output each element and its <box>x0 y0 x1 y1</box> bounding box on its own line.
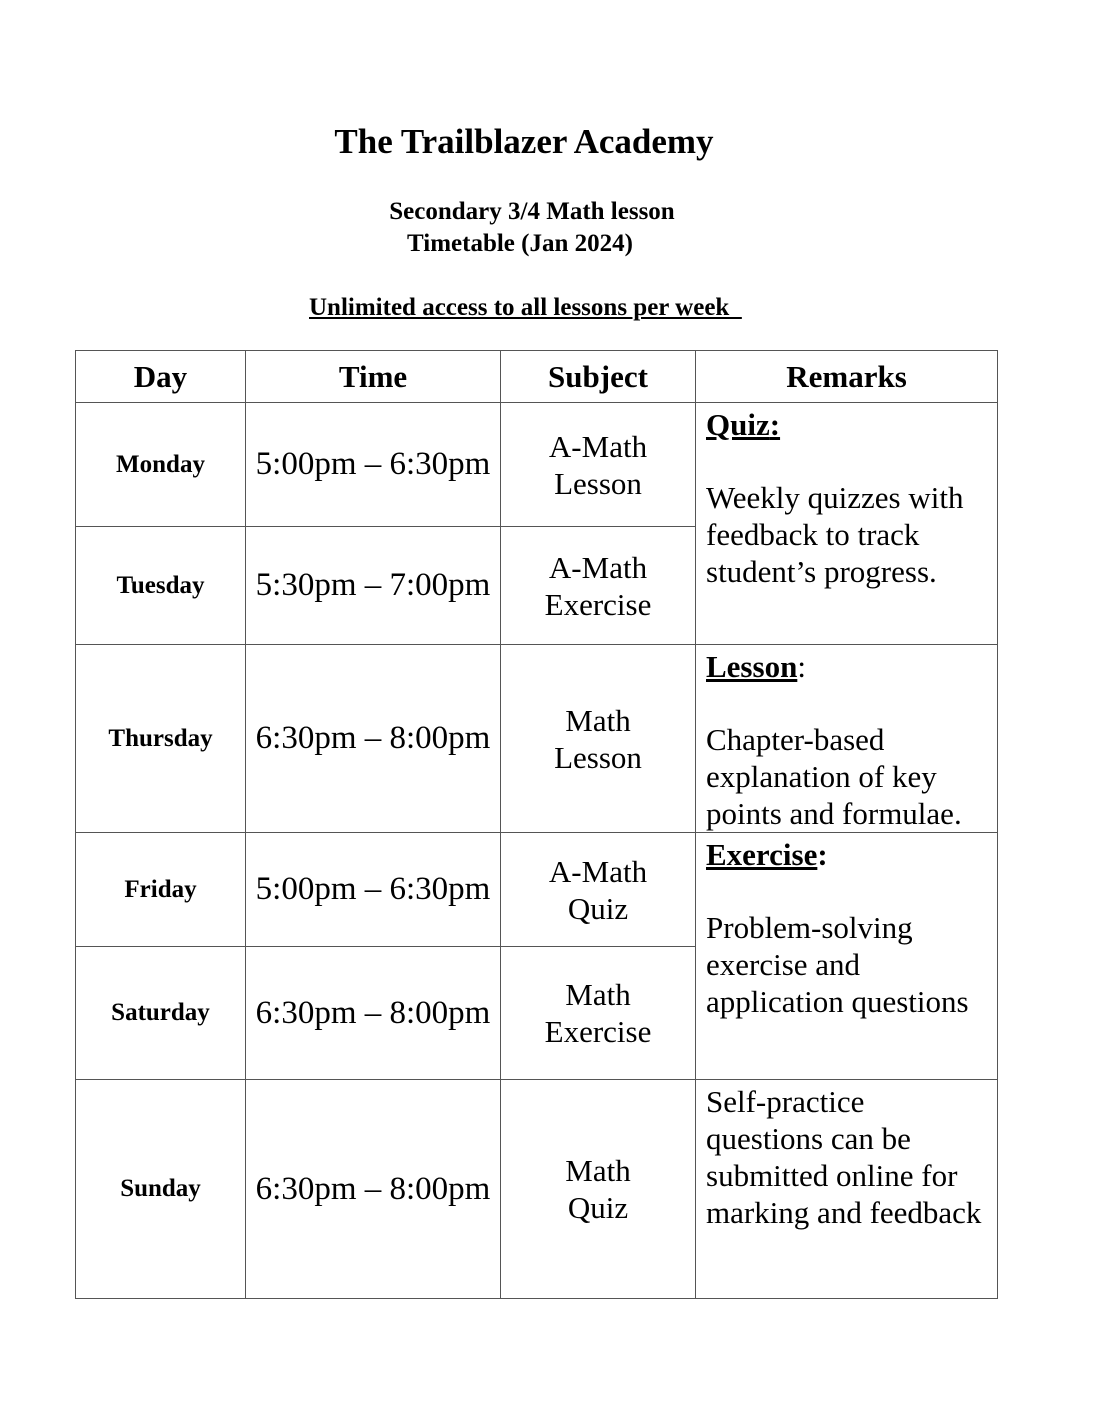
subject-cell <box>501 1080 696 1299</box>
day-cell: Friday <box>76 833 246 947</box>
access-note: Unlimited access to all lessons per week <box>309 294 742 321</box>
subject-type: Exercise <box>544 586 652 622</box>
remarks-colon: : <box>797 649 806 684</box>
table-row <box>76 1080 998 1299</box>
subject-cell <box>501 833 696 947</box>
column-header-subject: Subject <box>501 351 696 403</box>
column-header-day: Day <box>76 351 246 403</box>
table-row <box>76 403 998 527</box>
remarks-colon: : <box>817 837 828 872</box>
day-cell: Sunday <box>76 1080 246 1299</box>
subject-type: Quiz <box>567 890 629 926</box>
time-cell: 5:00pm – 6:30pm <box>246 403 501 527</box>
remarks-colon: : <box>769 407 781 442</box>
column-header-time: Time <box>246 351 501 403</box>
subtitle-course: Secondary 3/4 Math lesson <box>389 198 675 225</box>
subtitle-timetable: Timetable (Jan 2024) <box>407 230 633 257</box>
subject-name: Math <box>565 1153 631 1188</box>
remarks-body: Problem-solving exercise and application questions <box>706 910 969 1019</box>
page-title: The Trailblazer Academy <box>334 122 714 161</box>
subject-type: Lesson <box>554 465 642 501</box>
subject-type: Exercise <box>544 1014 652 1049</box>
time-cell: 5:00pm – 6:30pm <box>246 833 501 947</box>
table-row <box>76 833 998 947</box>
remarks-cell-lesson <box>696 645 998 833</box>
remarks-heading: Exercise <box>706 837 818 872</box>
time-cell: 6:30pm – 8:00pm <box>246 1080 501 1299</box>
column-header-remarks: Remarks <box>696 351 998 403</box>
subject-name: A-Math <box>548 549 648 585</box>
day-cell: Thursday <box>76 645 246 833</box>
subject-cell <box>501 527 696 645</box>
remarks-body: Weekly quizzes with feedback to track student’s progress. <box>706 480 964 589</box>
day-cell: Monday <box>76 403 246 527</box>
remarks-cell-self-practice <box>696 1080 998 1299</box>
table-header-row <box>76 351 998 403</box>
subject-type: Quiz <box>567 1190 629 1225</box>
time-cell: 5:30pm – 7:00pm <box>246 527 501 645</box>
remarks-cell-quiz <box>696 403 998 645</box>
remarks-heading: Quiz <box>706 407 770 442</box>
remarks-heading: Lesson <box>706 649 798 684</box>
time-cell: 6:30pm – 8:00pm <box>246 645 501 833</box>
subject-cell <box>501 645 696 833</box>
timetable <box>75 350 998 1299</box>
subject-type: Lesson <box>554 739 642 775</box>
time-cell: 6:30pm – 8:00pm <box>246 947 501 1080</box>
subject-name: A-Math <box>548 428 648 464</box>
subject-cell <box>501 947 696 1080</box>
subject-name: Math <box>565 702 631 738</box>
day-cell: Saturday <box>76 947 246 1080</box>
remarks-body: Chapter-based explanation of key points and formulae. <box>706 722 962 831</box>
remarks-body: Self-practice questions can be submitted online for marking and feedback <box>706 1084 982 1230</box>
subject-name: Math <box>565 977 631 1012</box>
day-cell: Tuesday <box>76 527 246 645</box>
subject-cell <box>501 403 696 527</box>
table-row <box>76 645 998 833</box>
remarks-cell-exercise <box>696 833 998 1080</box>
subject-name: A-Math <box>548 853 648 889</box>
